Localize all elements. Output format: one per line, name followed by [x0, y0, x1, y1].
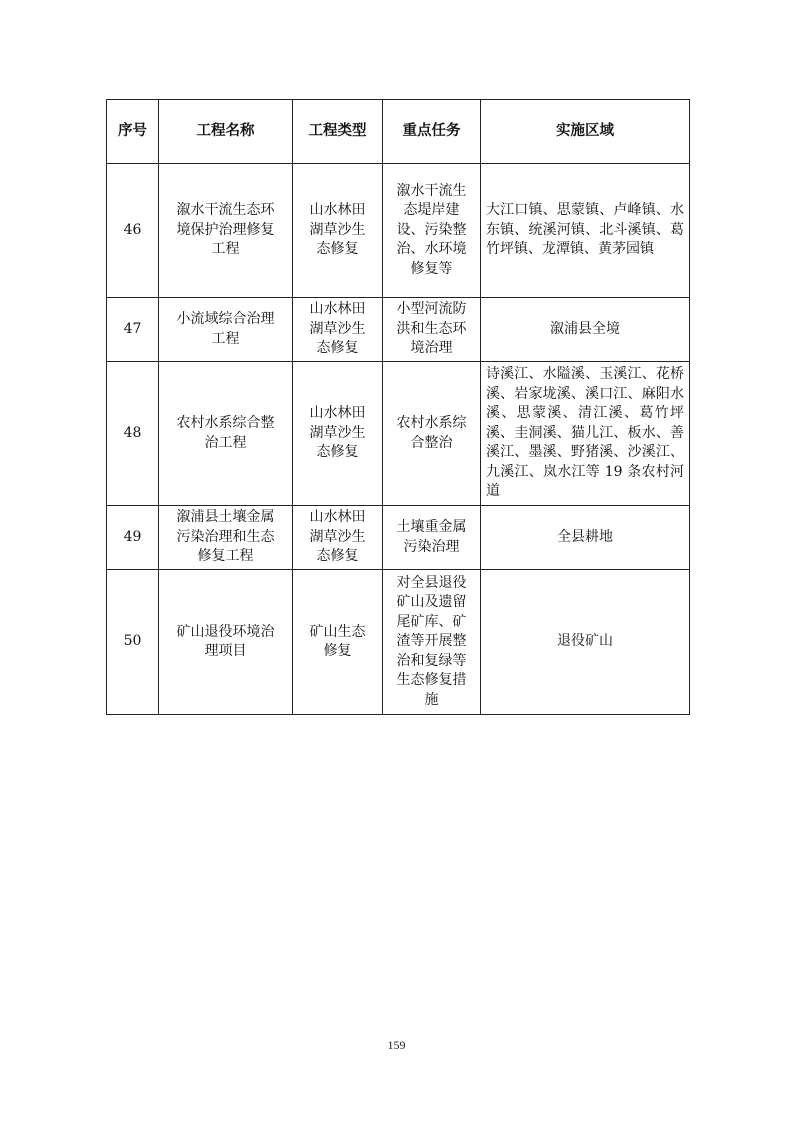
cell-no: 48 [107, 362, 159, 506]
page-number: 159 [387, 1038, 406, 1052]
cell-no: 49 [107, 506, 159, 570]
header-no: 序号 [107, 100, 159, 164]
table-row [107, 570, 690, 715]
header-type: 工程类型 [293, 100, 383, 164]
cell-task: 溆水干流生态堤岸建设、污染整治、水环境修复等 [383, 164, 481, 298]
cell-task: 农村水系综合整治 [383, 362, 481, 506]
cell-no: 50 [107, 570, 159, 715]
cell-no: 46 [107, 164, 159, 298]
cell-task: 小型河流防洪和生态环境治理 [383, 298, 481, 362]
cell-task: 对全县退役矿山及遗留尾矿库、矿渣等开展整治和复绿等生态修复措施 [383, 570, 481, 715]
cell-type: 山水林田湖草沙生态修复 [293, 506, 383, 570]
cell-region: 全县耕地 [481, 506, 690, 570]
cell-name: 矿山退役环境治理项目 [159, 570, 293, 715]
cell-task: 土壤重金属污染治理 [383, 506, 481, 570]
table-row [107, 506, 690, 570]
header-region: 实施区域 [481, 100, 690, 164]
table-row [107, 298, 690, 362]
cell-name: 小流域综合治理工程 [159, 298, 293, 362]
cell-type: 山水林田湖草沙生态修复 [293, 298, 383, 362]
cell-name: 农村水系综合整治工程 [159, 362, 293, 506]
cell-type: 山水林田湖草沙生态修复 [293, 164, 383, 298]
cell-name: 溆浦县土壤金属污染治理和生态修复工程 [159, 506, 293, 570]
project-table [106, 99, 690, 715]
cell-type: 矿山生态修复 [293, 570, 383, 715]
table-row [107, 164, 690, 298]
cell-name: 溆水干流生态环境保护治理修复工程 [159, 164, 293, 298]
cell-region: 诗溪江、水隘溪、玉溪江、花桥溪、岩家垅溪、溪口江、麻阳水溪、思蒙溪、清江溪、葛竹坪溪、圭洞溪、猫儿江、板水、善溪江、墨溪、野猪溪、沙溪江、九溪江、岚水江等 19 条农村河道 [481, 362, 690, 506]
cell-region: 大江口镇、思蒙镇、卢峰镇、水东镇、统溪河镇、北斗溪镇、葛竹坪镇、龙潭镇、黄茅园镇 [481, 164, 690, 298]
cell-no: 47 [107, 298, 159, 362]
table-header-row [107, 100, 690, 164]
header-name: 工程名称 [159, 100, 293, 164]
table-row [107, 362, 690, 506]
cell-type: 山水林田湖草沙生态修复 [293, 362, 383, 506]
header-task: 重点任务 [383, 100, 481, 164]
cell-region: 退役矿山 [481, 570, 690, 715]
cell-region: 溆浦县全境 [481, 298, 690, 362]
